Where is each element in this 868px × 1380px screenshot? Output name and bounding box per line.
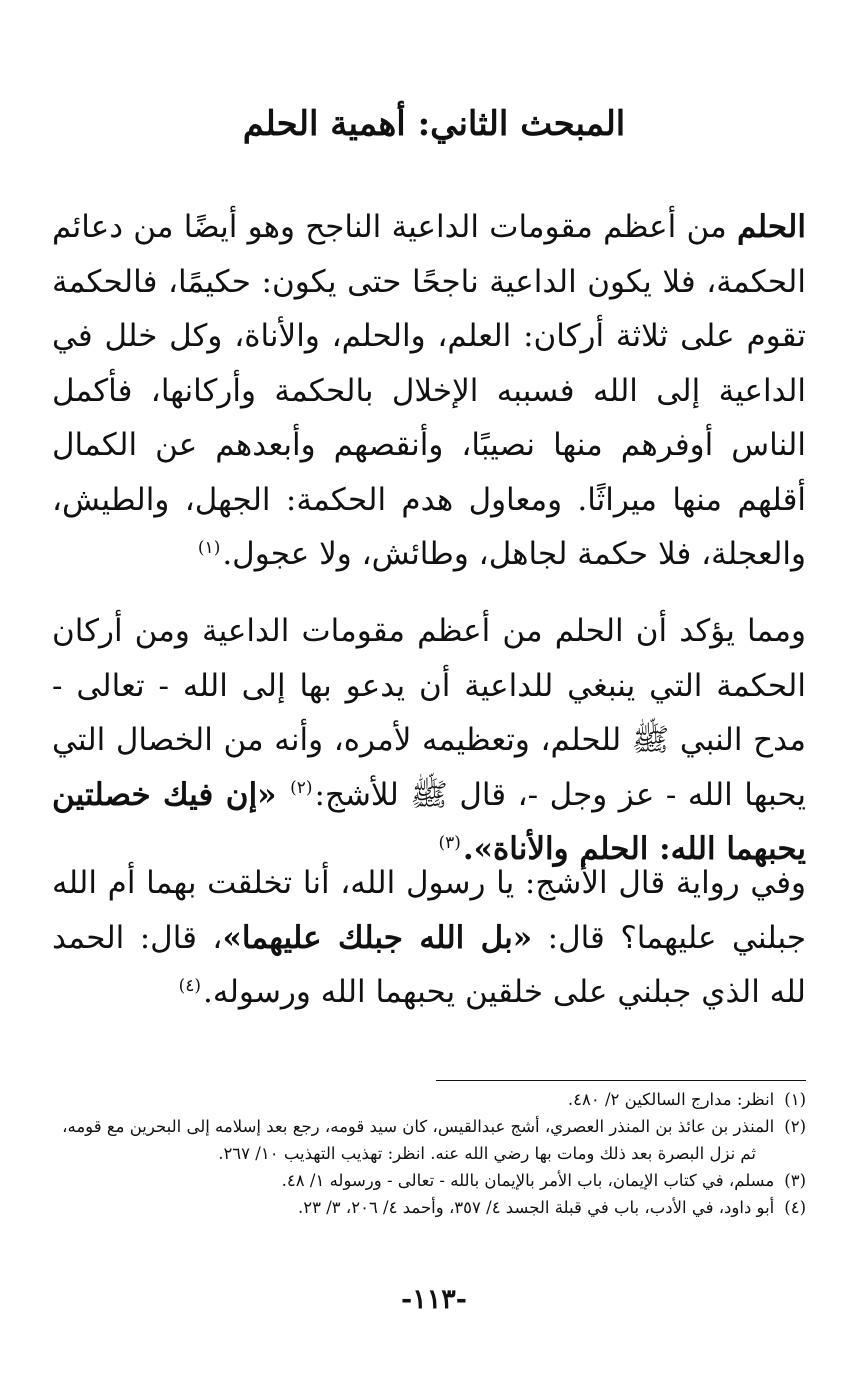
footnote-2 xyxy=(52,1113,806,1140)
footnote-text: انظر: مدارج السالكين ٢/ ٤٨٠. xyxy=(567,1090,775,1109)
footnote-number: (٣) xyxy=(784,1171,806,1190)
footnote-number: (٤) xyxy=(784,1198,806,1217)
paragraph-2 xyxy=(52,604,806,877)
footnote-number: (١) xyxy=(784,1090,806,1109)
footnote-3 xyxy=(52,1167,806,1194)
paragraph-1 xyxy=(52,200,806,582)
footnote-text: مسلم، في كتاب الإيمان، باب الأمر بالإيمان بالله - تعالى - ورسوله ١/ ٤٨. xyxy=(281,1171,775,1190)
footnote-text: المنذر بن عائذ بن المنذر العصري، أشج عبدالقيس، كان سيد قومه، رجع بعد إسلامه إلى البحرين مع قومه، xyxy=(62,1117,775,1136)
section-title: المبحث الثاني: أهمية الحلم xyxy=(242,104,626,144)
footnote-4 xyxy=(52,1194,806,1221)
footnote-1 xyxy=(52,1086,806,1113)
footnotes xyxy=(52,1086,806,1221)
hadith-quote: «إن فيك خصلتين يحبهما الله: الحلم والأناة». xyxy=(52,776,806,867)
paragraph-3 xyxy=(52,856,806,1020)
footnote-ref-3[interactable]: (٣) xyxy=(438,832,461,853)
paragraph-3-text-a: وفي رواية قال الأشج: يا رسول الله، أنا تخلقت بهما أم الله جبلني عليهما؟ قال: xyxy=(52,865,806,956)
paragraph-1-text: من أعظم مقومات الداعية الناجح وهو أيضًا من دعائم الحكمة، فلا يكون الداعية ناجحًا حتى يكون: حكيمًا، فالحكمة تقوم على ثلاثة أركان: العلم، والحلم، والأناة، وكل خلل في الداعية إلى الله فسببه الإخلال بالحكمة وأركانها، فأكمل الناس أوفرهم منها نصيبًا، وأنقصهم وأبعدهم عن الكمال أقلهم منها ميراثًا. ومعاول هدم الحكمة: الجهل، والطيش، والعجلة، فلا حكمة لجاهل، وطائش، ولا عجول. xyxy=(52,209,806,572)
paragraph-2-text: ومما يؤكد أن الحلم من أعظم مقومات الداعية ومن أركان الحكمة التي ينبغي للداعية أن يدعو بها إلى الله - تعالى - مدح النبي ﷺ للحلم، وتعظيمه لأمره، وأنه من الخصال التي يحبها الله - عز وجل -، قال ﷺ للأشج: xyxy=(52,613,806,813)
lead-word: الحلم xyxy=(737,209,806,245)
footnote-ref-2[interactable]: (٢) xyxy=(290,778,313,799)
paragraph-3-text-b: ، قال: الحمد لله الذي جبلني على خلقين يحبهما الله ورسوله. xyxy=(52,919,806,1010)
footnote-ref-4[interactable]: (٤) xyxy=(178,975,202,996)
footnote-divider xyxy=(436,1080,806,1081)
footnote-number: (٢) xyxy=(784,1117,806,1136)
footnote-2-continuation: ثم نزل البصرة بعد ذلك ومات بها رضي الله عنه. انظر: تهذيب التهذيب ١٠/ ٢٦٧. xyxy=(218,1144,756,1163)
footnote-ref-1[interactable]: (١) xyxy=(197,537,221,558)
page-number: -١١٣- xyxy=(401,1284,467,1315)
hadith-quote-2: «بل الله جبلك عليهما» xyxy=(222,919,533,956)
footnote-text: أبو داود، في الأدب، باب في قبلة الجسد ٤/ ٣٥٧، وأحمد ٤/ ٢٠٦، ٣/ ٢٣. xyxy=(297,1198,775,1217)
